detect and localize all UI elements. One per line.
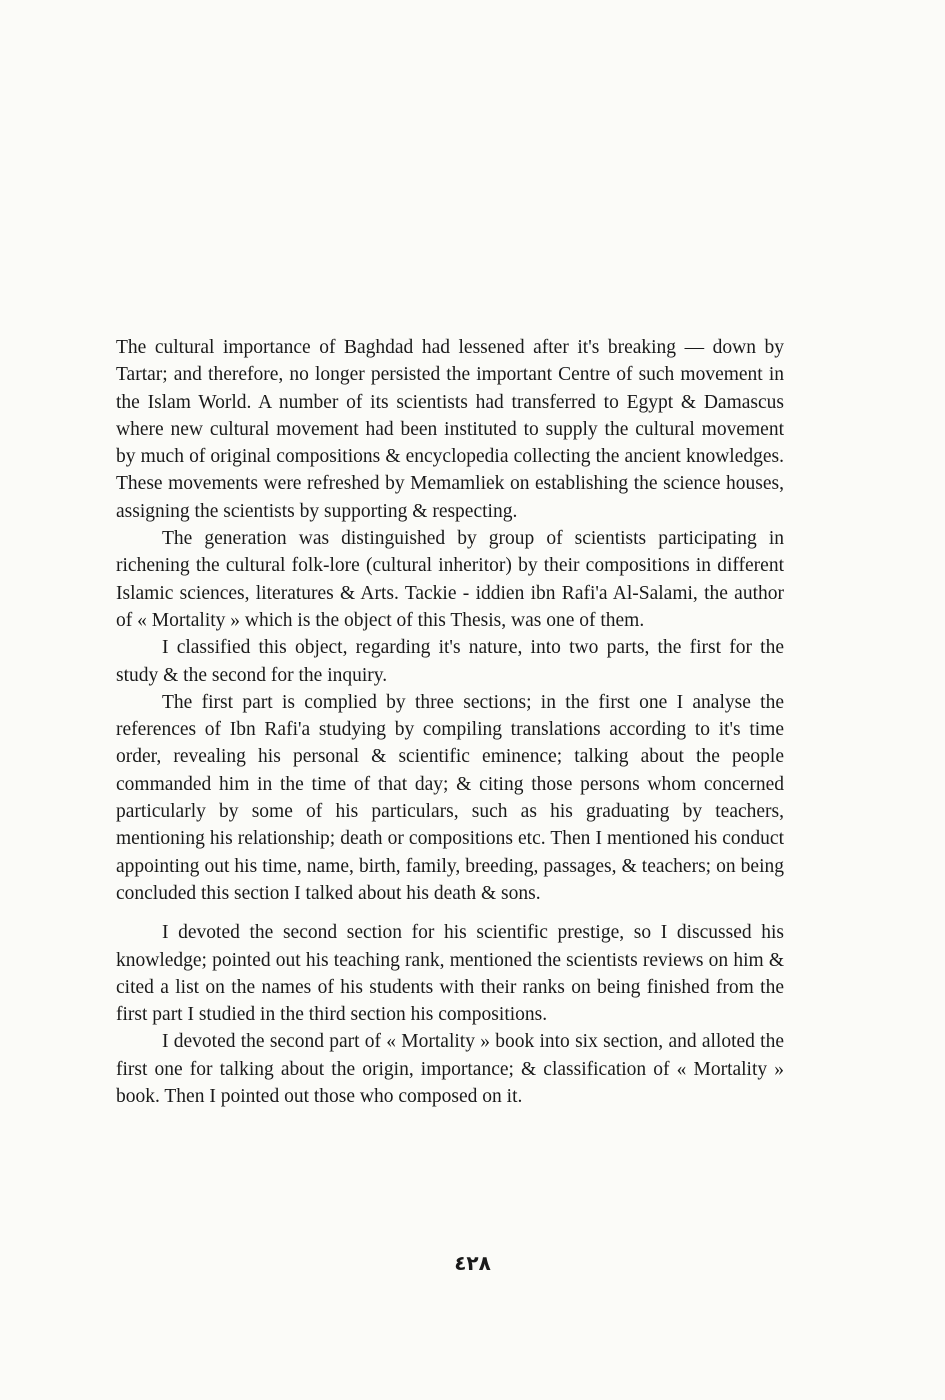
body-text bbox=[116, 334, 784, 1110]
paragraph-5: I devoted the second section for his scientific prestige, so I discussed his knowledge; pointed out his teaching rank, mentioned the scientists reviews on him & cited a list on the names of his students with their ranks on being finished from the first part I studied in the third section his compositions. bbox=[116, 922, 784, 1026]
paragraph-3: I classified this object, regarding it's nature, into two parts, the first for the study & the second for the inquiry. bbox=[116, 637, 784, 686]
paragraph-4: The first part is complied by three sections; in the first one I analyse the references of Ibn Rafi'a studying by compiling translations according to it's time order, revealing his personal & scientific eminence; talking about the people commanded him in the time of that day; & citing those persons whom concerned particularly by some of his particulars, such as his graduating by teachers, mentioning his relationship; death or compositions etc. Then I mentioned his conduct appointing out his time, name, birth, family, breeding, passages, & teachers; on being concluded this section I talked about his death & sons. bbox=[116, 691, 784, 904]
paragraph-1: The cultural importance of Baghdad had lessened after it's breaking — down by Tartar; and therefore, no longer persisted the important Centre of such movement in the Islam World. A number of its scientists had transferred to Egypt & Damascus where new cultural movement had been instituted to supply the cultural movement by much of original compositions & encyclopedia collecting the ancient knowledges. These movements were refreshed by Memamliek on establishing the science houses, assigning the scientists by supporting & respecting. bbox=[116, 337, 784, 522]
page-number: ٤٢٨ bbox=[454, 1251, 491, 1275]
paragraph-6: I devoted the second part of « Mortality » book into six section, and alloted the first one for talking about the origin, importance; & classification of « Mortality » book. Then I pointed out those who composed on it. bbox=[116, 1031, 784, 1108]
paragraph-2: The generation was distinguished by group of scientists participating in richening the cultural folk-lore (cultural inheritor) by their compositions in different Islamic sciences, literatures & Arts. Tackie - iddien ibn Rafi'a Al-Salami, the author of « Mortality » which is the object of this Thesis, was one of them. bbox=[116, 528, 784, 631]
